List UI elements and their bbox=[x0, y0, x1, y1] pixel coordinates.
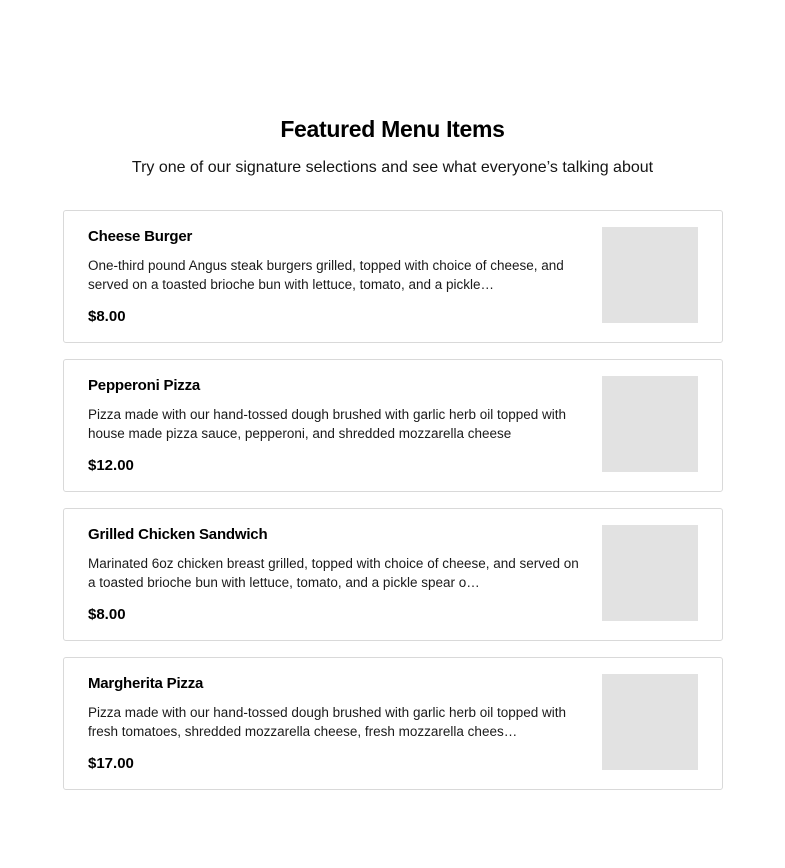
menu-item-image-placeholder bbox=[602, 376, 698, 472]
menu-item-info bbox=[88, 674, 588, 774]
menu-item-card-cheese-burger[interactable] bbox=[63, 210, 723, 343]
menu-item-card-grilled-chicken-sandwich[interactable] bbox=[63, 508, 723, 641]
menu-item-name: Grilled Chicken Sandwich bbox=[88, 526, 268, 543]
menu-item-description: Marinated 6oz chicken breast grilled, topped with choice of cheese, and served on a toasted brioche bun with lettuce, tomato, and a pickle spear o… bbox=[88, 556, 579, 590]
menu-item-description: One-third pound Angus steak burgers grilled, topped with choice of cheese, and served on a toasted brioche bun with lettuce, tomato, and a pickle… bbox=[88, 258, 564, 292]
menu-item-info bbox=[88, 525, 588, 625]
menu-item-name: Pepperoni Pizza bbox=[88, 377, 201, 394]
menu-item-description: Pizza made with our hand-tossed dough brushed with garlic herb oil topped with fresh tomatoes, shredded mozzarella cheese, fresh mozzarella chees… bbox=[88, 705, 567, 739]
section-title: Featured Menu Items bbox=[280, 116, 505, 142]
menu-item-info bbox=[88, 227, 588, 327]
menu-item-description: Pizza made with our hand-tossed dough brushed with garlic herb oil topped with house made pizza sauce, pepperoni, and shredded mozzarella cheese bbox=[88, 407, 567, 441]
menu-item-image-placeholder bbox=[602, 227, 698, 323]
menu-item-price: $17.00 bbox=[88, 755, 134, 772]
menu-item-list bbox=[63, 210, 723, 806]
menu-item-price: $8.00 bbox=[88, 308, 126, 325]
menu-item-name: Cheese Burger bbox=[88, 228, 193, 245]
section-subtitle: Try one of our signature selections and see what everyone’s talking about bbox=[131, 159, 654, 176]
menu-item-name: Margherita Pizza bbox=[88, 675, 204, 692]
menu-item-info bbox=[88, 376, 588, 476]
menu-item-image-placeholder bbox=[602, 525, 698, 621]
menu-item-price: $12.00 bbox=[88, 457, 134, 474]
menu-item-image-placeholder bbox=[602, 674, 698, 770]
menu-item-card-margherita-pizza[interactable] bbox=[63, 657, 723, 790]
menu-item-price: $8.00 bbox=[88, 606, 126, 623]
menu-item-card-pepperoni-pizza[interactable] bbox=[63, 359, 723, 492]
